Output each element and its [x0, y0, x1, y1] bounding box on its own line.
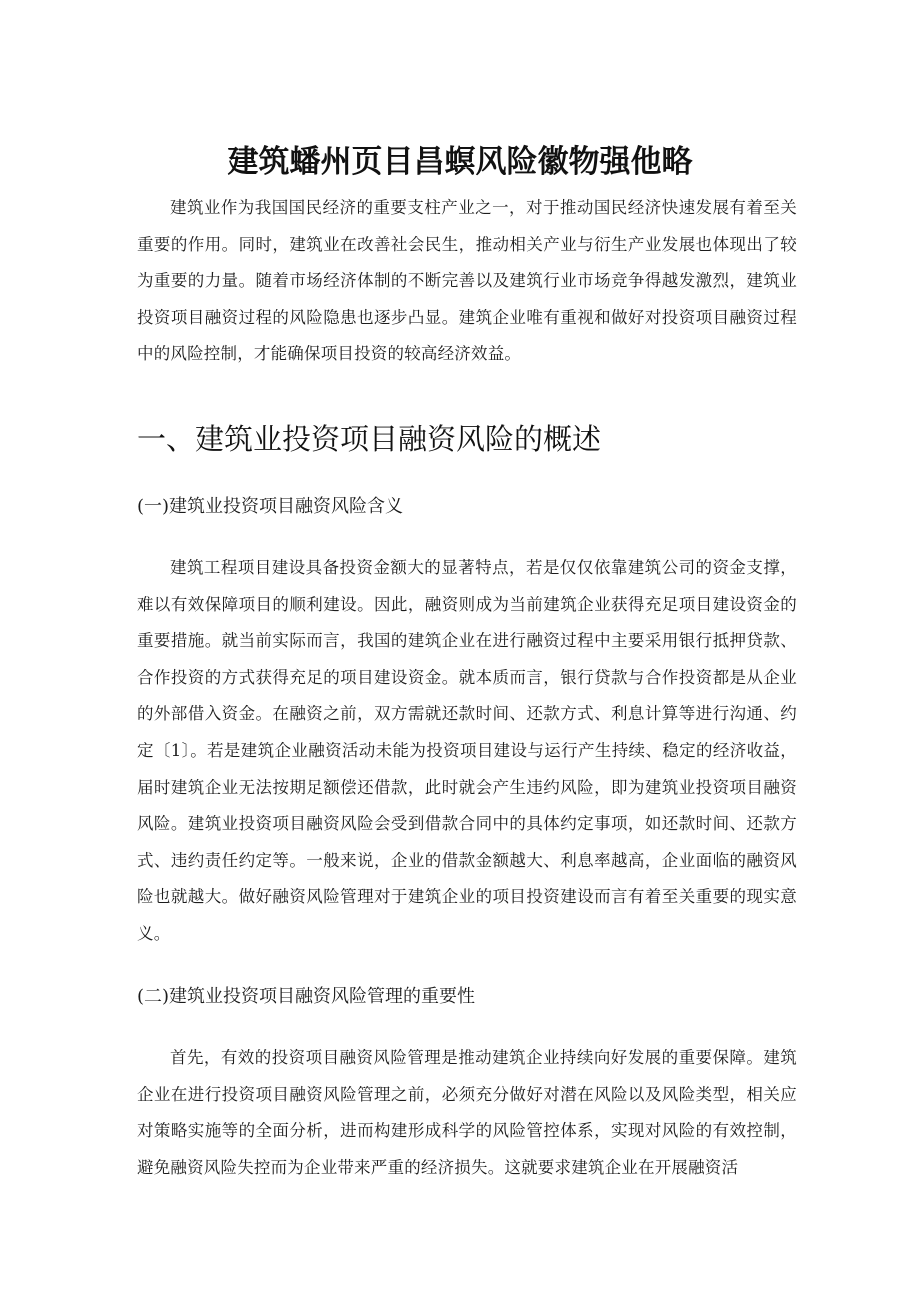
section-heading-1: 一、建筑业投资项目融资风险的概述 — [137, 422, 602, 456]
subsection-1-paragraph: 建筑工程项目建设具备投资金额大的显著特点，若是仅仅依靠建筑公司的资金支撑，难以有效保障项目的顺利建设。因此，融资则成为当前建筑企业获得充足项目建设资金的重要措施。就当前实际而言，我国的建筑企业在进行融资过程中主要采用银行抵押贷款、合作投资的方式获得充足的项目建设资金。就本质而言，银行贷款与合作投资都是从企业的外部借入资金。在融资之前，双方需就还款时间、还款方式、利息计算等进行沟通、约定〔1〕。若是建筑企业融资活动未能为投资项目建设与运行产生持续、稳定的经济收益，届时建筑企业无法按期足额偿还借款，此时就会产生违约风险，即为建筑业投资项目融资风险。建筑业投资项目融资风险会受到借款合同中的具体约定事项，如还款时间、还款方式、违约责任约定等。一般来说，企业的借款金额越大、利息率越高，企业面临的融资风险也就越大。做好融资风险管理对于建筑企业的项目投资建设而言有着至关重要的现实意义。 — [137, 558, 797, 943]
subsection-heading-2: (二)建筑业投资项目融资风险管理的重要性 — [137, 986, 476, 1007]
document-title: 建筑蟠州页目昌螟风险徽物强他略 — [227, 144, 693, 180]
subsection-2-paragraph: 首先，有效的投资项目融资风险管理是推动建筑企业持续向好发展的重要保障。建筑企业在进行投资项目融资风险管理之前，必须充分做好对潜在风险以及风险类型，相关应对策略实施等的全面分析，进而构建形成科学的风险管控体系，实现对风险的有效控制，避免融资风险失控而为企业带来严重的经济损失。这就要求建筑企业在开展融资活 — [137, 1048, 797, 1177]
subsection-heading-1: (一)建筑业投资项目融资风险含义 — [137, 496, 404, 517]
intro-paragraph: 建筑业作为我国国民经济的重要支柱产业之一，对于推动国民经济快速发展有着至关重要的作用。同时，建筑业在改善社会民生，推动相关产业与衍生产业发展也体现出了较为重要的力量。随着市场经济体制的不断完善以及建筑行业市场竞争得越发激烈，建筑业投资项目融资过程的风险隐患也逐步凸显。建筑企业唯有重视和做好对投资项目融资过程中的风险控制，才能确保项目投资的较高经济效益。 — [137, 198, 797, 364]
